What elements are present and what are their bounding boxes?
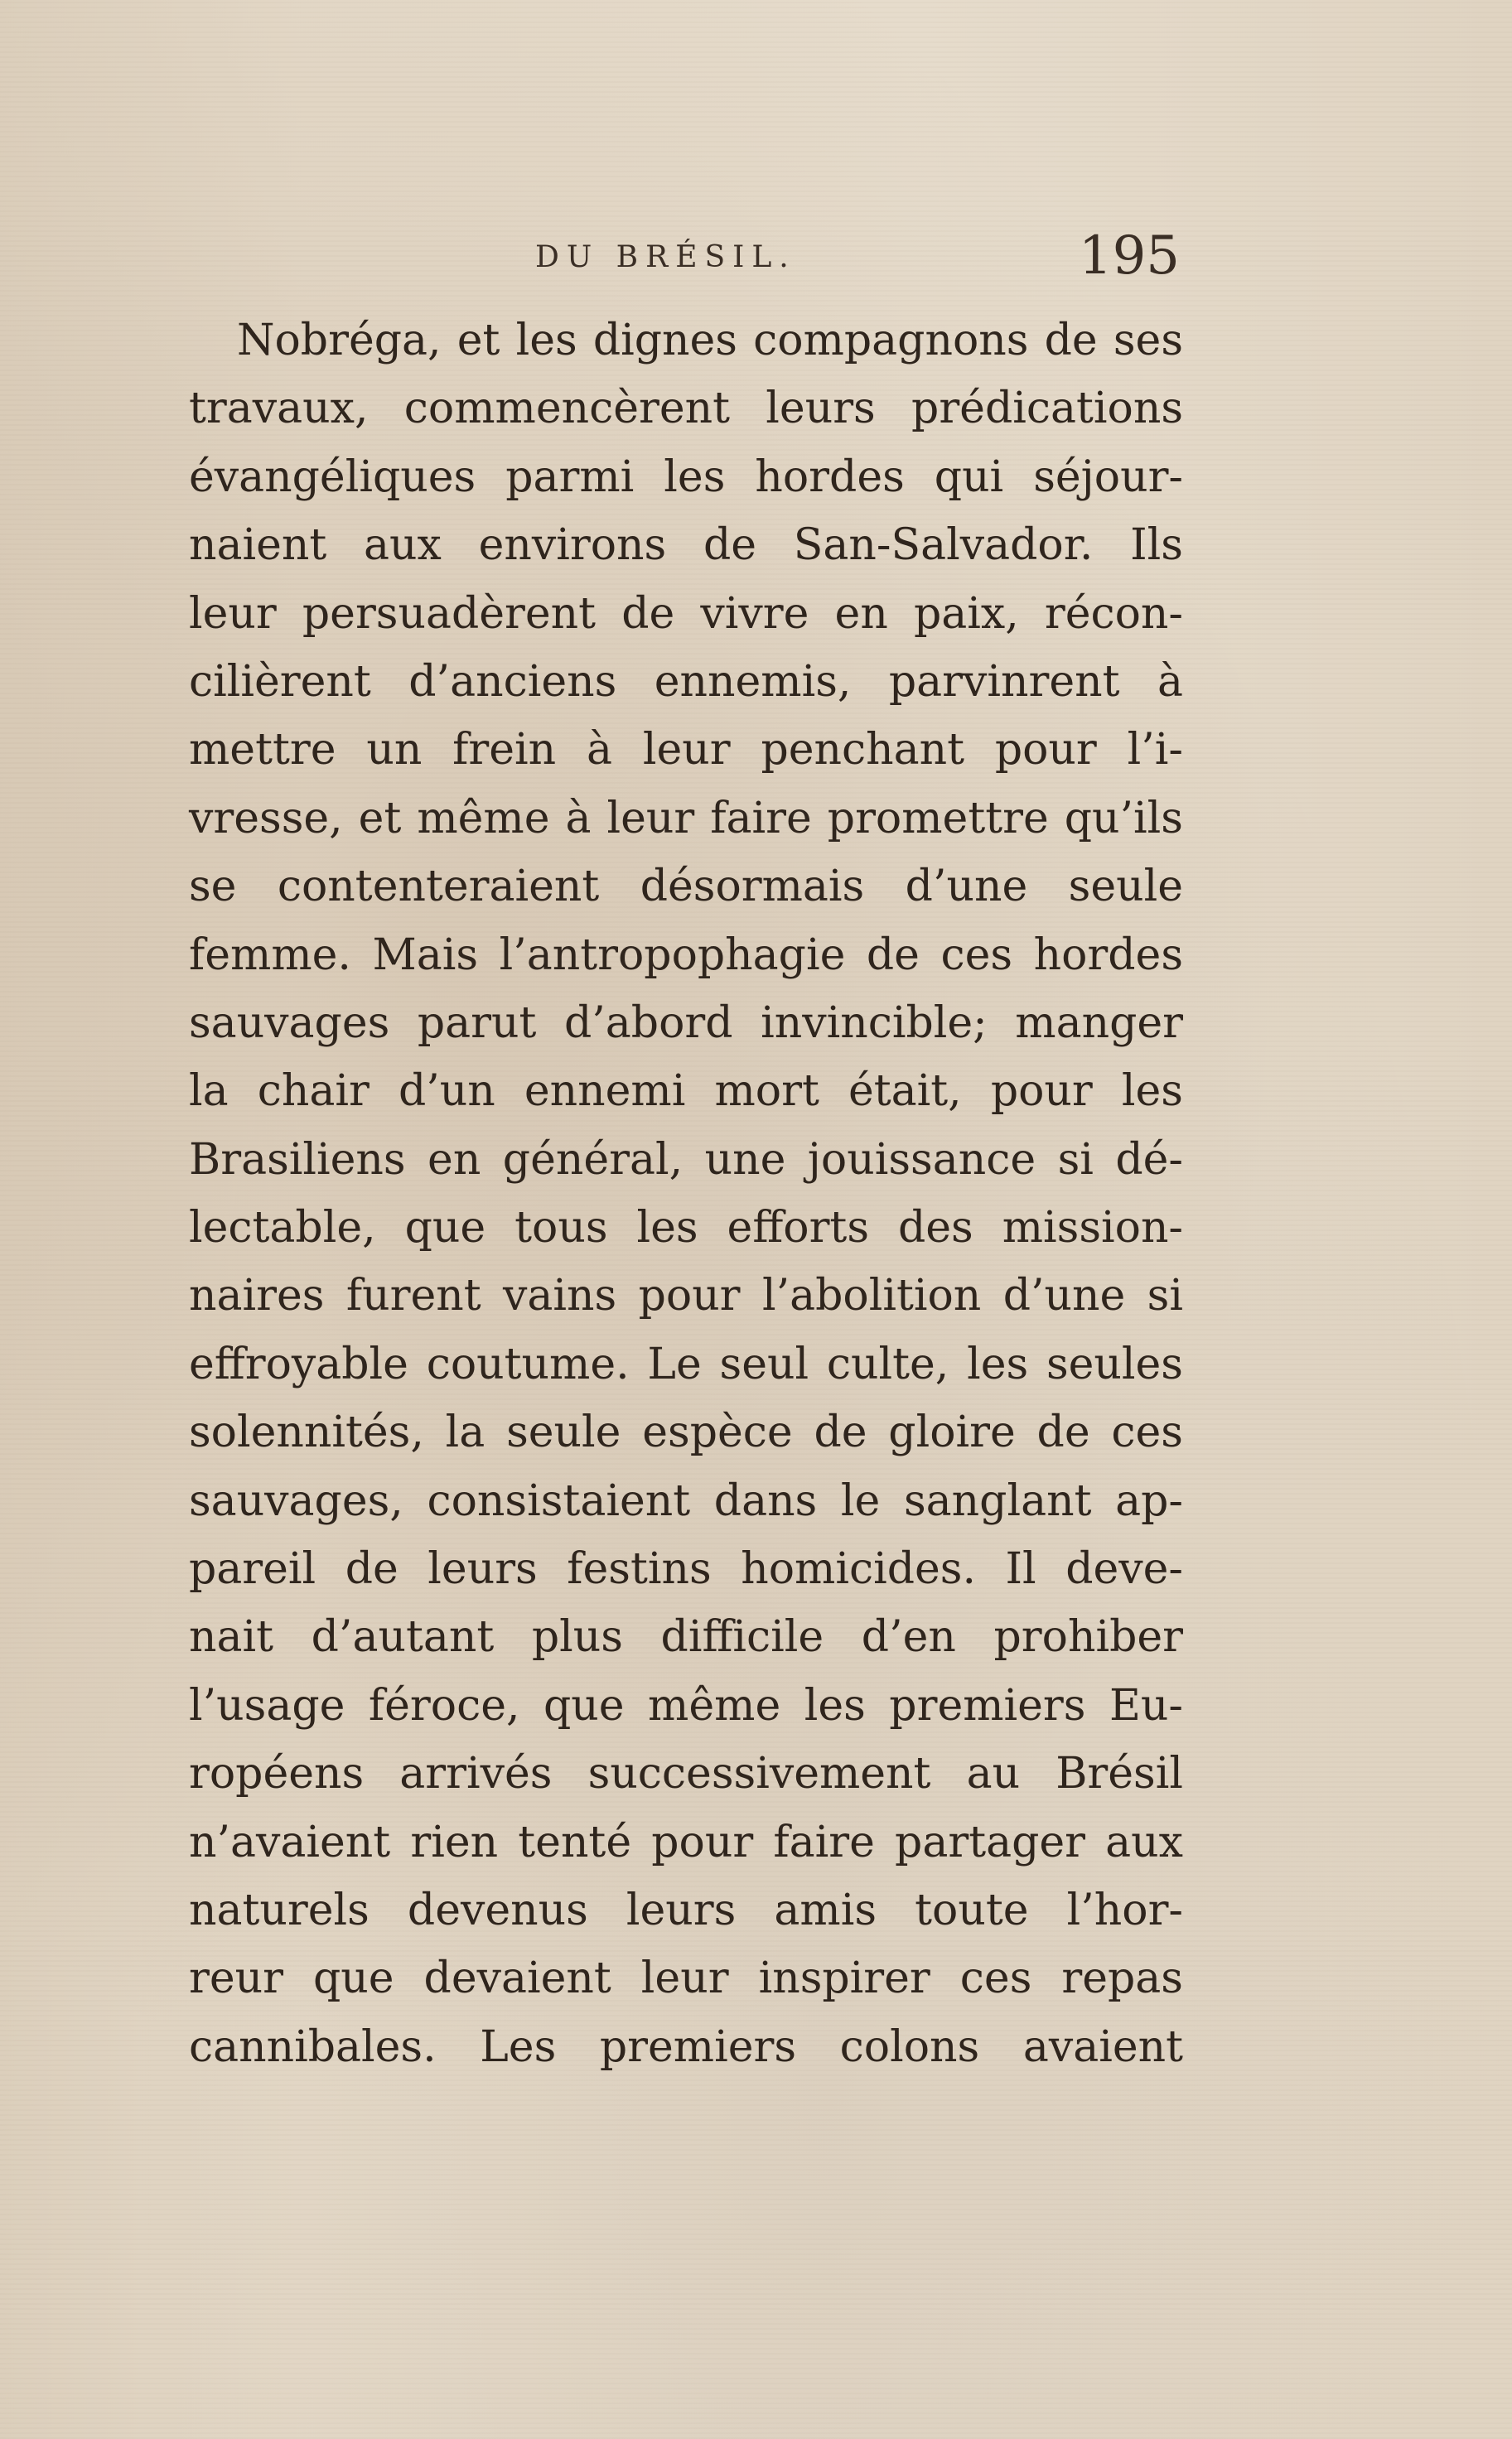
running-head: DU BRÉSIL.: [535, 240, 796, 274]
text-line: effroyable coutume. Le seul culte, les seules: [189, 1339, 1183, 1389]
text-line: nait d’autant plus difficile d’en prohiber: [189, 1612, 1183, 1663]
text-line: naires furent vains pour l’abolition d’une si: [189, 1271, 1183, 1321]
text-line: vresse, et même à leur faire promettre qu’ils: [189, 793, 1183, 843]
text-line: Brasiliens en général, une jouissance si dé-: [189, 1134, 1183, 1185]
text-line: cannibales. Les premiers colons avaient: [189, 2021, 1183, 2072]
text-line: évangéliques parmi les hordes qui séjour-: [189, 452, 1183, 502]
text-line: sauvages parut d’abord invincible; manger: [189, 997, 1183, 1048]
text-line: solennités, la seule espèce de gloire de ces: [189, 1408, 1183, 1458]
page-header: [189, 225, 1183, 292]
text-line: cilièrent d’anciens ennemis, parvinrent à: [189, 656, 1183, 707]
text-line: ropéens arrivés successivement au Brésil: [189, 1749, 1183, 1799]
text-line: reur que devaient leur inspirer ces repas: [189, 1954, 1183, 2004]
text-line: se contenteraient désormais d’une seule: [189, 862, 1183, 912]
text-line: mettre un frein à leur penchant pour l’i-: [189, 725, 1183, 775]
text-line: naturels devenus leurs amis toute l’hor-: [189, 1885, 1183, 1935]
body-text: [189, 307, 1183, 2081]
page-number: 195: [1078, 225, 1180, 287]
text-line: naient aux environs de San-Salvador. Ils: [189, 520, 1183, 571]
text-line: femme. Mais l’antropophagie de ces hordes: [189, 930, 1183, 980]
text-line: pareil de leurs festins homicides. Il deve-: [189, 1544, 1183, 1595]
text-line: lectable, que tous les efforts des mission-: [189, 1203, 1183, 1253]
text-line: Nobréga, et les dignes compagnons de ses: [237, 316, 1183, 365]
text-line: n’avaient rien tenté pour faire partager aux: [189, 1817, 1183, 1867]
text-line: leur persuadèrent de vivre en paix, récon-: [189, 588, 1183, 639]
text-line: travaux, commencèrent leurs prédications: [189, 384, 1183, 434]
text-line: la chair d’un ennemi mort était, pour les: [189, 1066, 1183, 1117]
text-line: sauvages, consistaient dans le sanglant ap-: [189, 1475, 1183, 1526]
text-line: l’usage féroce, que même les premiers Eu-: [189, 1680, 1183, 1731]
